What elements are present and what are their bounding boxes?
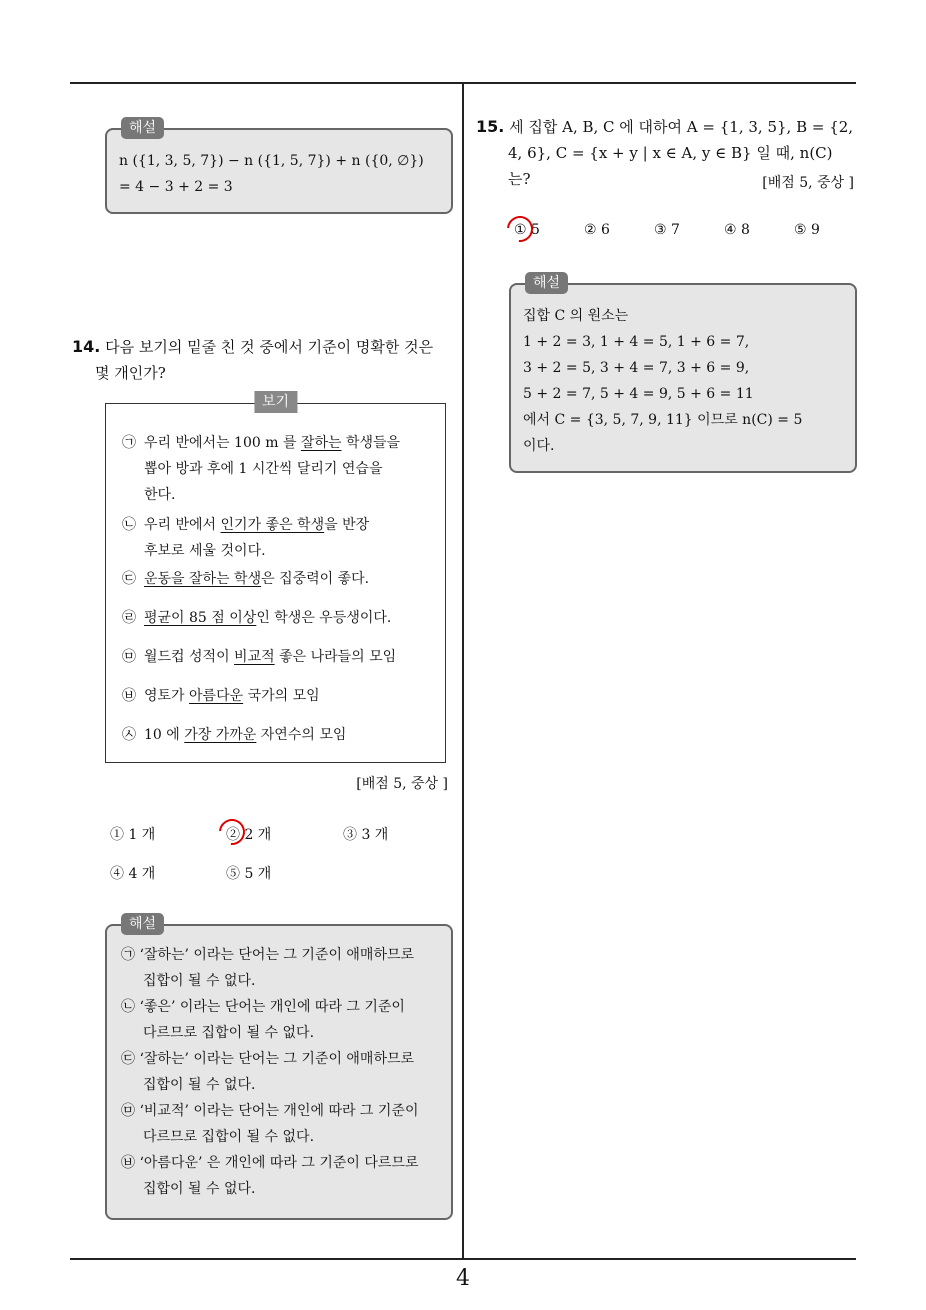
solution-line: 집합이 될 수 없다. bbox=[143, 1077, 256, 1093]
item-underlined: 운동을 잘하는 학생 bbox=[144, 571, 262, 587]
item-text: 좋은 나라들의 모임 bbox=[274, 649, 397, 665]
solution-line: ㉠ ‘잘하는’ 이라는 단어는 그 기준이 애매하므로 bbox=[121, 947, 415, 963]
item-text: 한다. bbox=[144, 487, 176, 503]
page-number: 4 bbox=[456, 1266, 470, 1291]
item-text: 은 집중력이 좋다. bbox=[261, 571, 370, 587]
solution-line: 집합 C 의 원소는 bbox=[523, 308, 629, 324]
solution-line: 3 + 2 = 5, 3 + 4 = 7, 3 + 6 = 9, bbox=[523, 360, 750, 376]
answer-circle-mark bbox=[502, 211, 539, 248]
item-underlined: 비교적 bbox=[234, 649, 275, 665]
item-marker: ㉠ bbox=[122, 435, 136, 451]
item-marker: ㉥ bbox=[122, 688, 136, 704]
column-divider bbox=[462, 83, 464, 1259]
choice-1[interactable]: ① 1 개 bbox=[110, 827, 156, 843]
solution-box-14 bbox=[105, 916, 453, 1220]
choice-2[interactable]: ② 6 bbox=[584, 222, 610, 238]
solution-line: ㉤ ‘비교적’ 이라는 단어는 개인에 따라 그 기준이 bbox=[121, 1103, 419, 1119]
solution-box-15 bbox=[509, 275, 857, 473]
question-meta: [배점 5, 중상 ] bbox=[762, 175, 854, 191]
item-underlined: 아름다운 bbox=[189, 688, 244, 704]
example-item bbox=[122, 683, 320, 709]
choice-5[interactable]: ⑤ 5 개 bbox=[226, 866, 272, 882]
question-14 bbox=[72, 334, 452, 386]
question-text: 4, 6}, C = {x + y | x ∈ A, y ∈ B} 일 때, n(C) 는? bbox=[508, 144, 833, 188]
solution-tag: 해설 bbox=[121, 913, 164, 935]
item-text: 우리 반에서는 100 m 를 bbox=[144, 435, 301, 451]
solution-line: 1 + 2 = 3, 1 + 4 = 5, 1 + 6 = 7, bbox=[523, 334, 750, 350]
example-box-title: 보기 bbox=[254, 391, 297, 413]
question-text: 다음 보기의 밑줄 친 것 중에서 기준이 명확한 것은 bbox=[105, 338, 434, 356]
item-marker: ㉢ bbox=[122, 571, 136, 587]
bottom-rule bbox=[70, 1258, 856, 1260]
question-meta: [배점 5, 중상 ] bbox=[356, 776, 448, 792]
solution-line: 에서 C = {3, 5, 7, 9, 11} 이므로 n(C) = 5 bbox=[523, 412, 803, 428]
solution-line: 집합이 될 수 없다. bbox=[143, 1181, 256, 1197]
solution-line: ㉡ ‘좋은’ 이라는 단어는 개인에 따라 그 기준이 bbox=[121, 999, 405, 1015]
choice-5[interactable]: ⑤ 9 bbox=[794, 222, 820, 238]
example-item bbox=[122, 512, 422, 564]
item-text: 10 에 bbox=[144, 727, 185, 743]
question-text: 세 집합 A, B, C 에 대하여 A = {1, 3, 5}, B = {2, bbox=[509, 118, 854, 136]
question-number: 14. bbox=[72, 337, 101, 356]
solution-line: ㉢ ‘잘하는’ 이라는 단어는 그 기준이 애매하므로 bbox=[121, 1051, 415, 1067]
answer-circle-mark bbox=[214, 814, 251, 851]
choice-3[interactable]: ③ 7 bbox=[654, 222, 680, 238]
solution-line: = 4 − 3 + 2 = 3 bbox=[119, 179, 233, 195]
question-text: 몇 개인가? bbox=[95, 364, 166, 382]
item-text: 인 학생은 우등생이다. bbox=[256, 610, 392, 626]
item-marker: ㉣ bbox=[122, 610, 136, 626]
item-marker: ㉤ bbox=[122, 649, 136, 665]
item-underlined: 잘하는 bbox=[300, 435, 342, 451]
item-marker: ㉦ bbox=[122, 727, 136, 743]
choice-4[interactable]: ④ 8 bbox=[724, 222, 750, 238]
question-number: 15. bbox=[476, 117, 505, 136]
item-text: 학생들을 bbox=[341, 435, 401, 451]
example-item bbox=[122, 566, 369, 592]
example-item bbox=[122, 430, 422, 508]
item-text: 우리 반에서 bbox=[144, 517, 221, 533]
example-item bbox=[122, 722, 346, 748]
solution-line: ㉥ ‘아름다운’ 은 개인에 따라 그 기준이 다르므로 bbox=[121, 1155, 419, 1171]
solution-line: 다르므로 집합이 될 수 없다. bbox=[143, 1129, 315, 1145]
item-text: 후보로 세울 것이다. bbox=[144, 543, 266, 559]
item-text: 을 반장 bbox=[324, 517, 370, 533]
item-text: 뽑아 방과 후에 1 시간씩 달리기 연습을 bbox=[144, 461, 383, 477]
item-text: 영토가 bbox=[144, 688, 190, 704]
choice-1[interactable]: ① 5 bbox=[514, 222, 540, 238]
item-underlined: 가장 가까운 bbox=[184, 727, 257, 743]
solution-line: n ({1, 3, 5, 7}) − n ({1, 5, 7}) + n ({0, ∅}) bbox=[119, 153, 424, 169]
solution-tag: 해설 bbox=[525, 272, 568, 294]
solution-line: 이다. bbox=[523, 438, 555, 454]
item-text: 국가의 모임 bbox=[243, 688, 320, 704]
solution-line: 5 + 2 = 7, 5 + 4 = 9, 5 + 6 = 11 bbox=[523, 386, 754, 402]
solution-line: 집합이 될 수 없다. bbox=[143, 973, 256, 989]
item-underlined: 평균이 85 점 이상 bbox=[144, 610, 257, 626]
choice-4[interactable]: ④ 4 개 bbox=[110, 866, 156, 882]
item-underlined: 인기가 좋은 학생 bbox=[220, 517, 325, 533]
item-text: 월드컵 성적이 bbox=[144, 649, 235, 665]
solution-line: 다르므로 집합이 될 수 없다. bbox=[143, 1025, 315, 1041]
example-item bbox=[122, 644, 396, 670]
solution-box-13 bbox=[105, 120, 453, 214]
item-marker: ㉡ bbox=[122, 517, 136, 533]
choice-3[interactable]: ③ 3 개 bbox=[343, 827, 389, 843]
choice-2[interactable]: ② 2 개 bbox=[226, 827, 272, 843]
example-item bbox=[122, 605, 391, 631]
solution-tag: 해설 bbox=[121, 117, 164, 139]
item-text: 자연수의 모임 bbox=[256, 727, 347, 743]
